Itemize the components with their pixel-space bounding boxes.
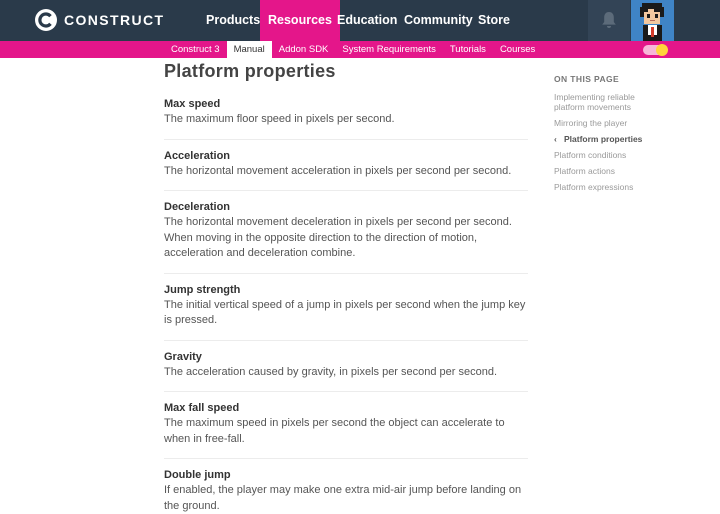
property-description: The maximum speed in pixels per second the object can accelerate to when in free-fall. (164, 417, 505, 445)
property-item (164, 340, 528, 392)
property-description: The acceleration caused by gravity, in pixels per second per second. (164, 365, 498, 378)
nav-products[interactable]: Products (206, 13, 261, 27)
subnav-tutorials[interactable]: Tutorials (449, 44, 486, 55)
toc-item-reliable-movements[interactable]: Implementing reliable platform movements (554, 92, 635, 112)
property-name: Max speed (164, 98, 221, 110)
nav-community[interactable]: Community (404, 13, 473, 27)
property-item (164, 190, 528, 273)
avatar-icon (631, 0, 674, 41)
brand-name[interactable]: CONSTRUCT (64, 12, 165, 28)
toc-item-platform-conditions[interactable]: Platform conditions (554, 149, 627, 160)
main-nav-store-wrap (470, 0, 518, 41)
main-nav (198, 0, 268, 41)
property-description: The horizontal movement deceleration in pixels per second per second. When moving in the opposite direction to the direction of motion, acceleration and deceleration combine. (164, 216, 512, 259)
subnav-manual[interactable]: Manual (227, 41, 272, 58)
theme-toggle[interactable] (643, 45, 667, 55)
property-description: The initial vertical speed of a jump in pixels per second when the jump key is pressed. (164, 298, 526, 326)
subnav-construct-3[interactable]: Construct 3 (171, 44, 220, 55)
sub-nav (164, 41, 542, 58)
nav-education[interactable]: Education (337, 13, 398, 27)
subnav-addon-sdk[interactable]: Addon SDK (278, 44, 329, 55)
toc-heading: ON THIS PAGE (554, 74, 620, 84)
property-item (164, 139, 528, 191)
toc-item-platform-properties[interactable] (554, 135, 664, 145)
property-name: Double jump (164, 469, 231, 481)
construct-logo-icon[interactable] (34, 8, 58, 32)
toc-item-label: Platform properties (564, 133, 643, 144)
property-name: Acceleration (164, 149, 231, 162)
property-list (164, 90, 528, 514)
subnav-system-requirements[interactable]: System Requirements (342, 44, 436, 55)
property-name: Deceleration (164, 201, 231, 213)
subnav-courses[interactable]: Courses (499, 44, 536, 55)
property-description: If enabled, the player may make one extra mid-air jump before landing on the ground. (164, 484, 522, 512)
table-of-contents (554, 93, 664, 199)
property-name: Gravity (164, 350, 202, 363)
property-item (164, 90, 528, 139)
property-name: Max fall speed (164, 402, 240, 414)
property-description: The horizontal movement acceleration in pixels per second per second. (164, 164, 512, 177)
toc-item-mirroring[interactable]: Mirroring the player (554, 117, 628, 128)
property-item (164, 391, 528, 458)
main-nav-education-wrap (329, 0, 405, 41)
toggle-knob (656, 44, 668, 56)
toc-item-platform-actions[interactable]: Platform actions (554, 165, 615, 176)
property-name: Jump strength (164, 283, 241, 296)
nav-store[interactable]: Store (478, 13, 510, 27)
main-nav-community-wrap (396, 0, 481, 41)
user-avatar[interactable] (631, 0, 674, 41)
nav-resources[interactable]: Resources (260, 0, 340, 41)
toc-item-platform-expressions[interactable]: Platform expressions (554, 181, 634, 192)
property-item (164, 273, 528, 340)
main-nav-resources-wrap (260, 0, 340, 41)
chevron-left-icon: ‹ (554, 133, 557, 144)
bell-icon (601, 11, 617, 29)
top-navbar (0, 0, 720, 41)
property-item (164, 458, 528, 514)
sub-navbar (0, 41, 720, 58)
property-description: The maximum floor speed in pixels per second. (164, 113, 395, 125)
notifications-button[interactable] (588, 0, 630, 41)
page-title: Platform properties (164, 61, 336, 81)
